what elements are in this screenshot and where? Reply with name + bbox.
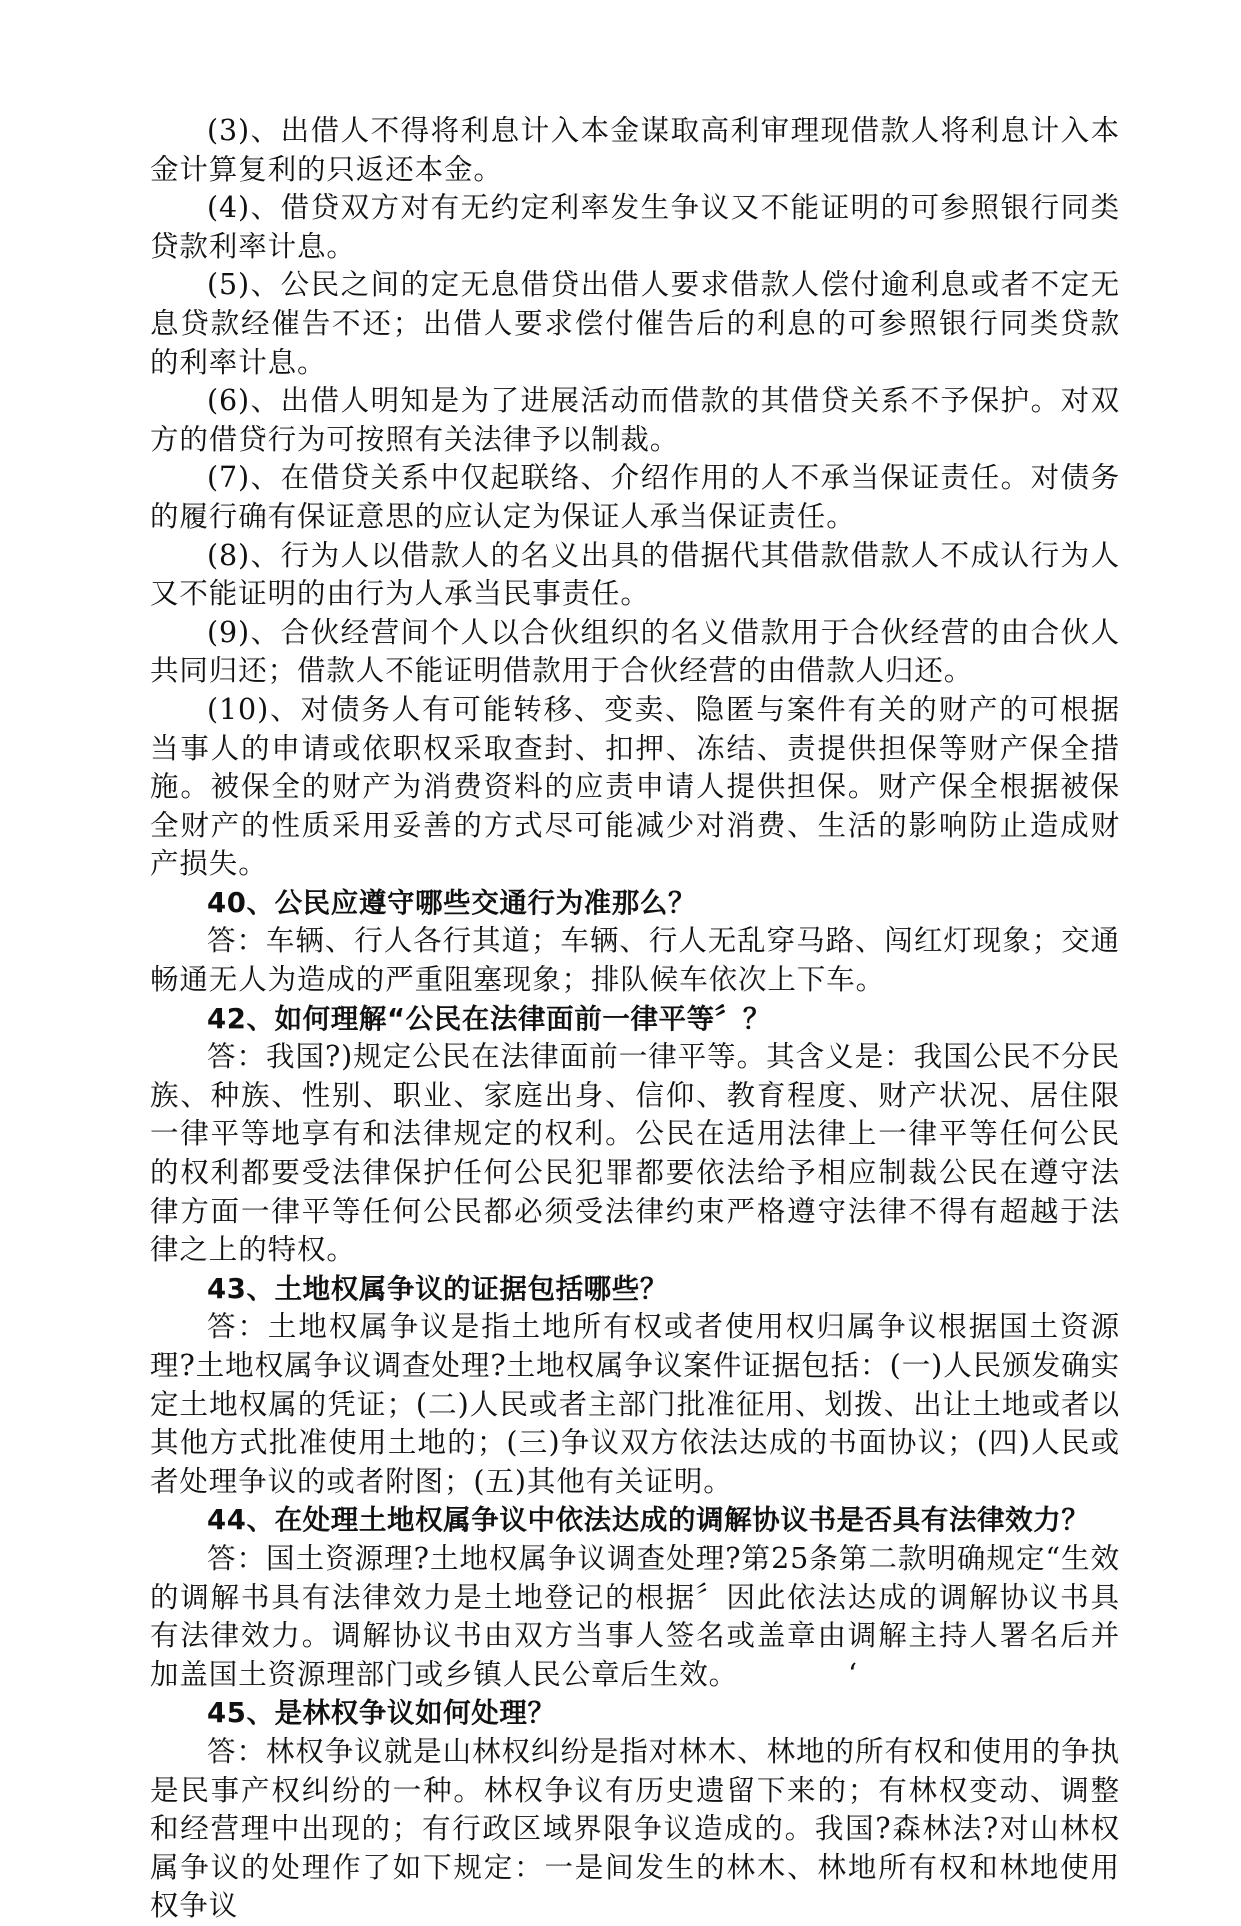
paragraph-5: (5)、公民之间的定无息借贷出借人要求借款人偿付逾利息或者不定无息贷款经催告不还；出借人要求偿付催告后的利息的可参照银行同类贷款的利率计息。 <box>150 268 1120 379</box>
stray-mark: ‘ <box>848 1657 858 1691</box>
paragraph-3: (3)、出借人不得将利息计入本金谋取高利审理现借款人将利息计入本金计算复利的只返还本金。 <box>150 114 1120 186</box>
paragraph-4: (4)、借贷双方对有无约定利率发生争议又不能证明的可参照银行同类贷款利率计息。 <box>150 191 1120 263</box>
answer-44-text: 答：国土资源理?土地权属争议调查处理?第25条第二款明确规定“生效的调解书具有法律效力是土地登记的根据〞因此依法达成的调解协议书具有法律效力。调解协议书由双方当事人签名或盖章由调解主持人署名后并加盖国土资源理部门或乡镇人民公章后生效。 <box>150 1541 1120 1691</box>
answer-42: 答：我国?)规定公民在法律面前一律平等。其含义是：我国公民不分民族、种族、性别、职业、家庭出身、信仰、教育程度、财产状况、居住限一律平等地享有和法律规定的权利。公民在适用法律上一律平等任何公民的权利都要受法律保护任何公民犯罪都要依法给予相应制裁公民在遵守法律方面一律平等任何公民都必须受法律约束严格遵守法律不得有超越于法律之上的特权。 <box>150 1040 1120 1267</box>
answer-43: 答：土地权属争议是指土地所有权或者使用权归属争议根据国土资源理?土地权属争议调查处理?土地权属争议案件证据包括：(一)人民颁发确实定土地权属的凭证；(二)人民或者主部门批准征用、划拨、出让土地或者以其他方式批准使用土地的；(三)争议双方依法达成的书面协议；(四)人民或者处理争议的或者附图；(五)其他有关证明。 <box>150 1310 1120 1498</box>
document-body <box>150 112 1120 1926</box>
question-43-heading: 43、土地权属争议的证据包括哪些？ <box>207 1272 668 1305</box>
paragraph-9: (9)、合伙经营间个人以合伙组织的名义借款用于合伙经营的由合伙人共同归还；借款人不能证明借款用于合伙经营的由借款人归还。 <box>150 615 1120 688</box>
paragraph-10: (10)、对债务人有可能转移、变卖、隐匿与案件有关的财产的可根据当事人的申请或依职权采取查封、扣押、冻结、责提供担保等财产保全措施。被保全的财产为消费资料的应责申请人提供担保。财产保全根据被保全财产的性质采用妥善的方式尽可能减少对消费、生活的影响防止造成财产损失。 <box>150 692 1120 881</box>
question-45-heading: 45、是林权争议如何处理？ <box>207 1697 556 1730</box>
question-44-heading: 44、在处理土地权属争议中依法达成的调解协议书是否具有法律效力？ <box>207 1504 1090 1537</box>
question-42-heading: 42、如何理解“公民在法律面前一律平等〞？ <box>207 1002 771 1035</box>
paragraph-7: (7)、在借贷关系中仅起联络、介绍作用的人不承当保证责任。对债务的履行确有保证意思的应认定为保证人承当保证责任。 <box>150 461 1120 533</box>
paragraph-6: (6)、出借人明知是为了进展活动而借款的其借贷关系不予保护。对双方的借贷行为可按照有关法律予以制裁。 <box>150 384 1120 456</box>
answer-40: 答：车辆、行人各行其道；车辆、行人无乱穿马路、闯红灯现象；交通畅通无人为造成的严重阻塞现象；排队候车依次上下车。 <box>150 924 1120 997</box>
paragraph-8: (8)、行为人以借款人的名义出具的借据代其借款借款人不成认行为人又不能证明的由行为人承当民事责任。 <box>150 538 1120 611</box>
question-40-heading: 40、公民应遵守哪些交通行为准那么？ <box>207 886 697 919</box>
answer-44 <box>150 1540 1120 1694</box>
answer-45: 答：林权争议就是山林权纠纷是指对林木、林地的所有权和使用的争执是民事产权纠纷的一种。林权争议有历史遗留下来的；有林权变动、调整和经营理中出现的；有行政区域界限争议造成的。我国?森林法?对山林权属争议的处理作了如下规定：一是间发生的林木、林地所有权和林地使用权争议 <box>150 1734 1120 1923</box>
